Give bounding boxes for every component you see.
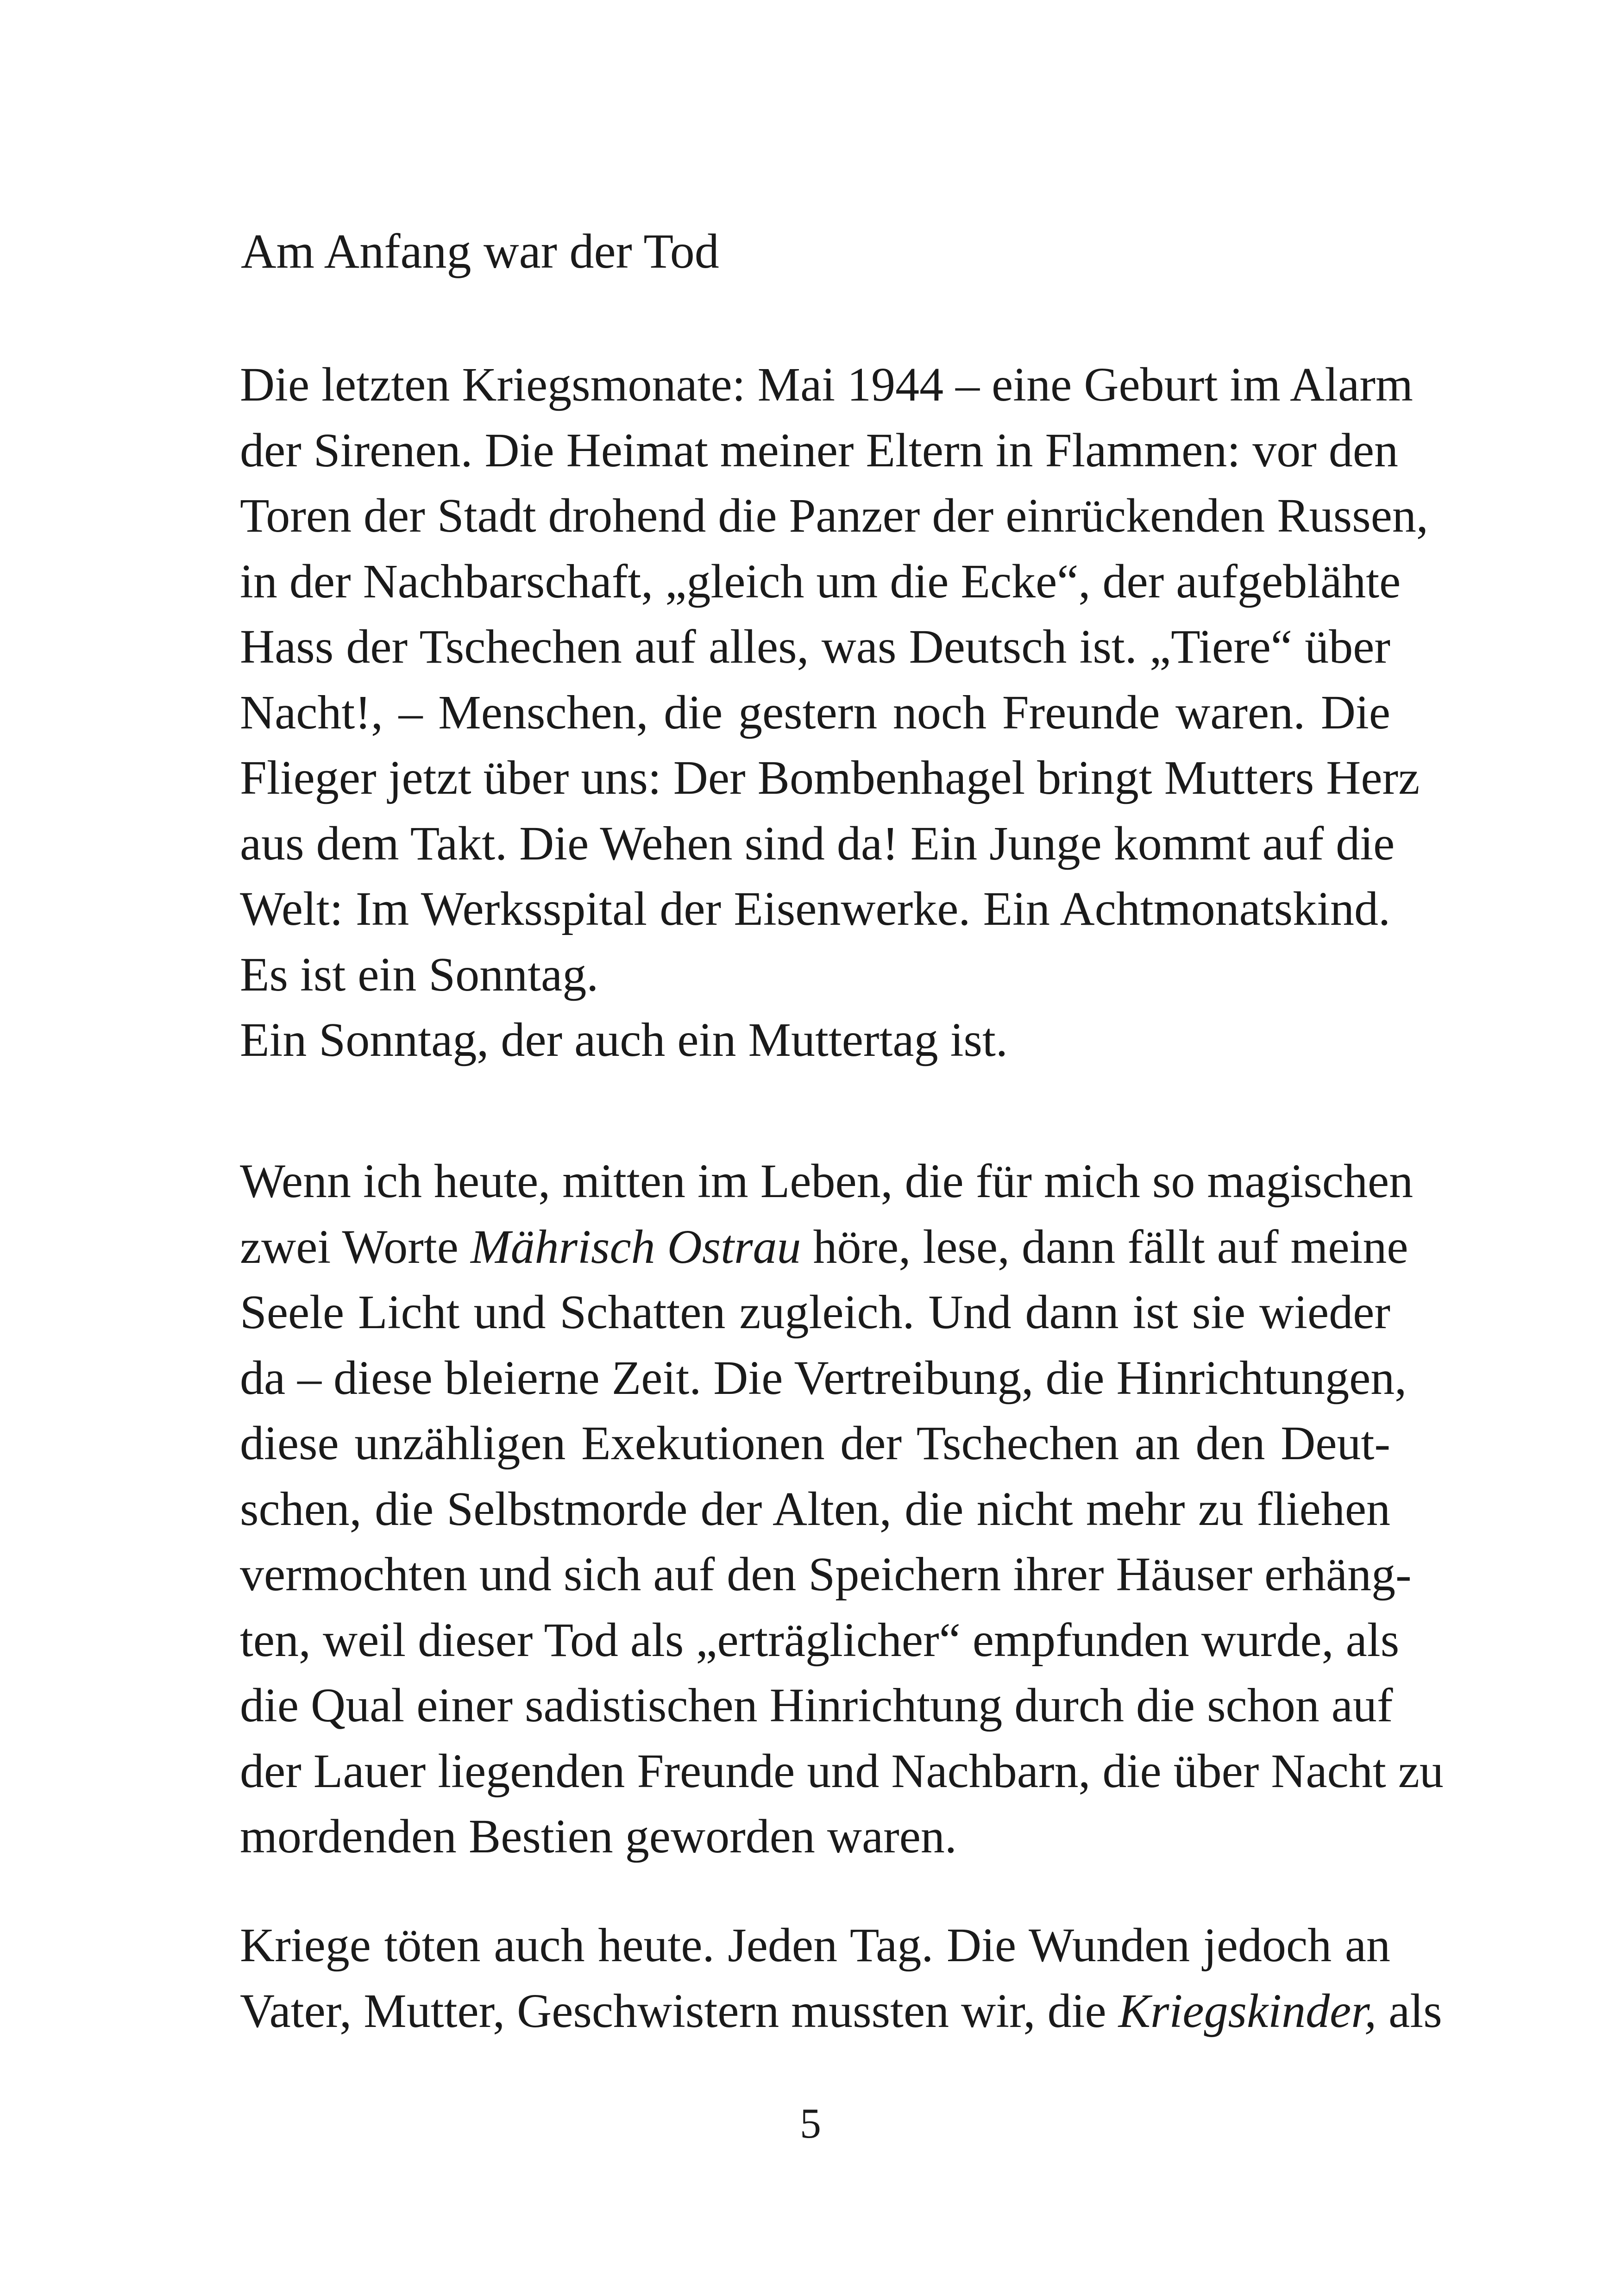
text-run: mordenden Bestien geworden waren. <box>240 1810 957 1863</box>
text-run: da – diese bleierne Zeit. Die Vertreibung, die Hinrichtungen, <box>240 1351 1407 1405</box>
text-run: zwei Worte <box>240 1220 471 1273</box>
text-run: Es ist ein Sonntag. <box>240 947 599 1001</box>
text-run: schen, die Selbstmorde der Alten, die nicht mehr zu fliehen <box>240 1482 1390 1536</box>
text-line <box>240 1476 1390 1542</box>
text-line <box>240 549 1401 615</box>
text-line <box>240 1542 1412 1607</box>
text-run: die Qual einer sadistischen Hinrichtung durch die schon auf <box>240 1679 1393 1732</box>
text-run: Welt: Im Werksspital der Eisenwerke. Ein Achtmonatskind. <box>240 882 1390 935</box>
text-line <box>240 811 1395 877</box>
text-run: als <box>1376 1984 1442 2038</box>
text-run: Vater, Mutter, Geschwistern mussten wir, die <box>240 1984 1118 2038</box>
text-run: vermochten und sich auf den Speichern ihrer Häuser erhäng- <box>240 1548 1412 1601</box>
text-run: höre, lese, dann fällt auf meine <box>801 1220 1408 1273</box>
paragraph-3 <box>240 1913 1442 2044</box>
text-line <box>240 1411 1390 1476</box>
text-line <box>240 1673 1393 1738</box>
text-line <box>240 745 1420 811</box>
text-run: der Lauer liegenden Freunde und Nachbarn, die über Nacht zu <box>240 1744 1444 1798</box>
text-run: Wenn ich heute, mitten im Leben, die für mich so magischen <box>240 1154 1414 1208</box>
text-run: Die letzten Kriegsmonate: Mai 1944 – eine Geburt im Alarm <box>240 358 1413 411</box>
text-line <box>240 1913 1390 1978</box>
text-line <box>240 1280 1390 1345</box>
text-line <box>240 352 1413 418</box>
text-line <box>240 418 1399 483</box>
text-line <box>240 1804 1390 1869</box>
text-run: Ein Sonntag, der auch ein Muttertag ist. <box>240 1013 1008 1066</box>
text-line <box>240 1978 1442 2044</box>
text-line <box>240 1007 1390 1073</box>
text-line <box>240 483 1428 549</box>
text-run: Toren der Stadt drohend die Panzer der einrückenden Russen, <box>240 489 1428 542</box>
text-line <box>240 942 1390 1008</box>
text-line <box>240 1148 1414 1214</box>
paragraph-2 <box>240 1148 1444 1869</box>
text-run: aus dem Takt. Die Wehen sind da! Ein Junge kommt auf die <box>240 816 1395 870</box>
text-run: Hass der Tschechen auf alles, was Deutsch ist. „Tiere“ über <box>240 620 1390 673</box>
page-number: 5 <box>800 2100 821 2147</box>
text-run: der Sirenen. Die Heimat meiner Eltern in Flammen: vor den <box>240 423 1399 477</box>
italic-text: Kriegskinder, <box>1118 1984 1377 2038</box>
chapter-title: Am Anfang war der Tod <box>241 224 719 278</box>
text-line <box>240 614 1390 680</box>
text-run: diese unzähligen Exekutionen der Tschechen an den Deut- <box>240 1417 1390 1470</box>
text-line <box>240 1738 1444 1804</box>
text-run: Kriege töten auch heute. Jeden Tag. Die Wunden jedoch an <box>240 1919 1390 1972</box>
text-line <box>240 1214 1408 1280</box>
text-run: Flieger jetzt über uns: Der Bombenhagel bringt Mutters Herz <box>240 751 1420 804</box>
text-line <box>240 876 1390 942</box>
text-run: Seele Licht und Schatten zugleich. Und dann ist sie wieder <box>240 1286 1390 1339</box>
text-run: ten, weil dieser Tod als „erträglicher“ empfunden wurde, als <box>240 1613 1400 1667</box>
paragraph-1 <box>240 352 1428 1073</box>
text-line <box>240 1607 1400 1673</box>
text-run: Nacht!, – Menschen, die gestern noch Freunde waren. Die <box>240 685 1390 739</box>
text-line <box>240 1345 1407 1411</box>
italic-text: Mährisch Ostrau <box>470 1220 801 1273</box>
text-line <box>240 680 1390 746</box>
text-run: in der Nachbarschaft, „gleich um die Ecke“, der aufgeblähte <box>240 554 1401 608</box>
